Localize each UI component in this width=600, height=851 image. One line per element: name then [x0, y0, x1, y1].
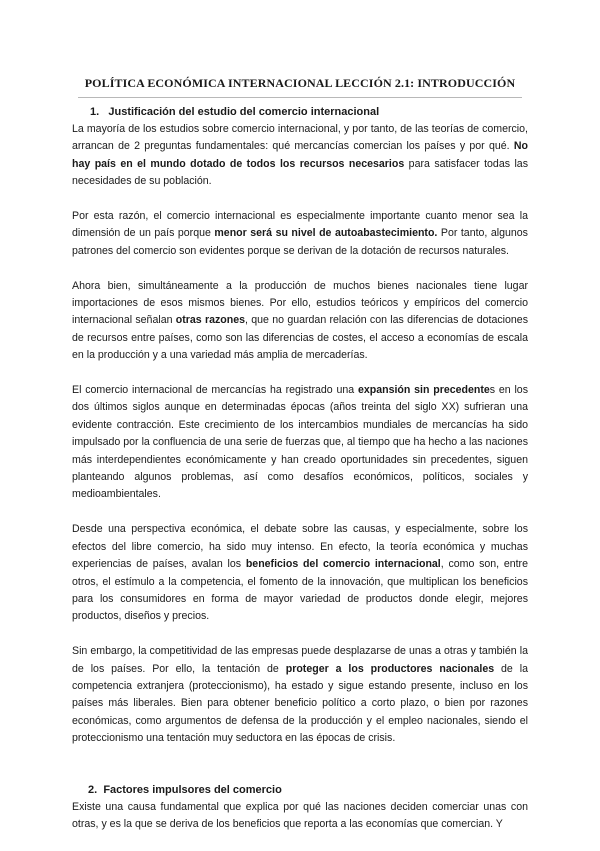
paragraph-emphasis: proteger a los productores nacionales: [285, 662, 495, 675]
paragraph: [72, 521, 528, 625]
paragraph-text: Sin embargo, la competitividad de las empresas puede desplazarse de unas a otras y también la de los países. Por ello, la tentación de: [72, 645, 528, 675]
paragraph-emphasis: expansión sin precedente: [357, 384, 490, 397]
paragraph: [72, 382, 528, 504]
document-title: POLÍTICA ECONÓMICA INTERNACIONAL LECCIÓN 2.1: INTRODUCCIÓN: [84, 76, 516, 90]
paragraph-text: Ahora bien, simultáneamente a la producción de muchos bienes nacionales tiene lugar importaciones de esos mismos bienes. Por ello, estudios teóricos y empíricos del comercio internacional señalan: [72, 279, 528, 327]
paragraph-text: La mayoría de los estudios sobre comercio internacional, y por tanto, de las teorías de comercio, arrancan de 2 preguntas fundamentales: qué mercancías comercian los países y por qué.: [72, 123, 528, 153]
paragraph-emphasis: otras razones: [175, 314, 246, 327]
paragraph-text: de la competencia extranjera (proteccionismo), ha estado y sigue estando presente, incluso en los países más liberales. Bien para obtener beneficio político a corto plazo, o bien por razones económicas, como argumentos de defensa de la producción y el empleo nacionales, siendo el proteccionismo una tentación muy seductora en las épocas de crisis.: [72, 662, 528, 745]
paragraph-text: Existe una causa fundamental que explica por qué las naciones deciden comerciar unas con otras, y es la que se deriva de los beneficios que reporta a las economías que comercian. Y: [72, 800, 528, 831]
section-title: Factores impulsores del comercio: [103, 783, 282, 796]
section-heading-2: [72, 782, 528, 799]
paragraph-text: Por esta razón, el comercio internacional es especialmente importante cuanto menor sea la dimensión de un país porque: [72, 210, 528, 240]
section-number: 1.: [90, 106, 100, 118]
paragraph: [72, 208, 528, 260]
paragraph-emphasis: beneficios del comercio internacional: [245, 558, 441, 571]
paragraph-text: s en los dos últimos siglos aunque en determinadas épocas (años treinta del siglo XX) sufrieran una evidente contracción. Este crecimiento de los intercambios mundiales de mercancías ha sido impulsado por la confluencia de una serie de fuerzas que, al tiempo que ha hecho a las naciones más interdependientes económicamente y han creado oportunidades sin precedentes, siguen planteando algunos problemas, así como desafíos económicos, políticos, sociales y medioambientales.: [72, 384, 528, 501]
paragraph-text: Desde una perspectiva económica, el debate sobre las causas, y especialmente, sobre los efectos del libre comercio, ha sido muy intenso. En efecto, la teoría económica y muchas experiencias de países, avalan los: [72, 523, 528, 571]
paragraph-emphasis: No hay país en el mundo dotado de todos los recursos necesarios: [72, 140, 528, 170]
paragraph-text: , como son, entre otros, el estímulo a la competencia, el fomento de la innovación, que multiplican los beneficios para los consumidores en forma de mayor variedad de productos donde elegir, mejores productos, diseños y precios.: [72, 558, 528, 623]
paragraph: [72, 121, 528, 191]
title-divider: [78, 97, 522, 98]
paragraph-text: El comercio internacional de mercancías ha registrado una: [72, 384, 358, 397]
paragraph-emphasis: menor será su nivel de autoabastecimiento.: [214, 227, 438, 240]
section-title: Justificación del estudio del comercio internacional: [108, 106, 380, 118]
document-body: [72, 104, 528, 851]
section-number: 2.: [88, 783, 98, 796]
paragraph: [72, 643, 528, 747]
paragraph-text: , que no guardan relación con las diferencias de dotaciones de recursos entre países, como son las diferencias de costes, el acceso a economías de escala en la producción y a una variedad más amplia de mercaderías.: [72, 314, 528, 362]
section-spacer: [72, 765, 528, 782]
paragraph: [72, 799, 528, 834]
paragraph: [72, 278, 528, 365]
paragraph-text: Por tanto, algunos patrones del comercio son evidentes porque se derivan de la dotación de recursos naturales.: [72, 227, 528, 257]
paragraph-text: para satisfacer todas las necesidades de su población.: [72, 157, 528, 188]
section-heading-1: [72, 104, 528, 121]
